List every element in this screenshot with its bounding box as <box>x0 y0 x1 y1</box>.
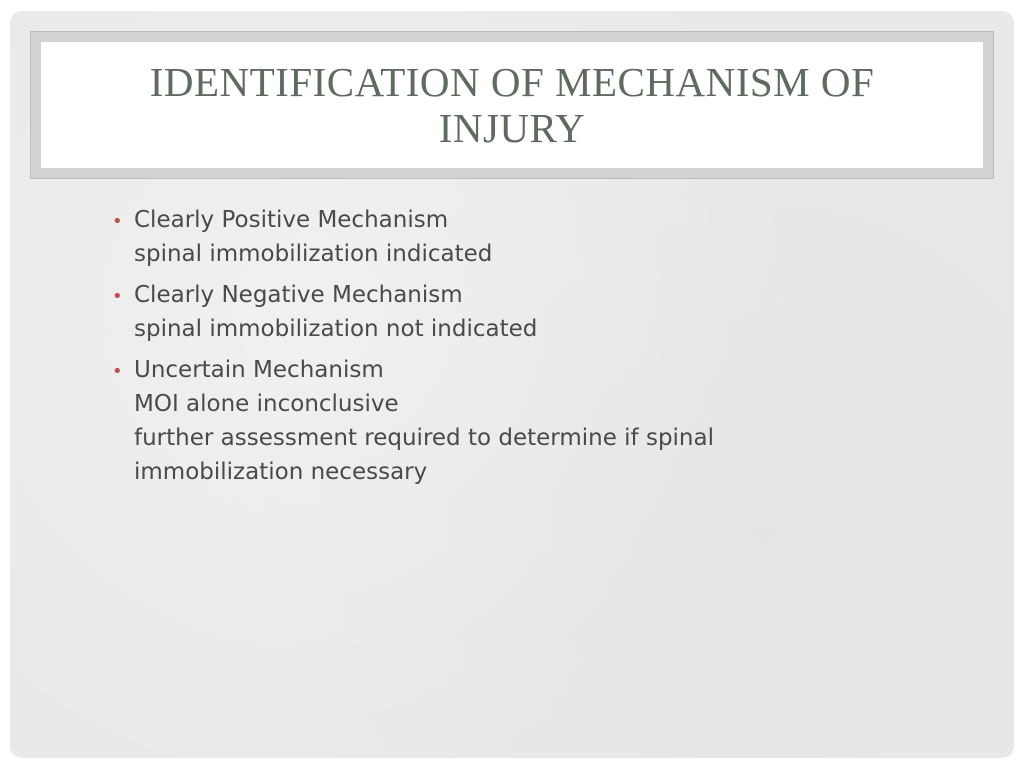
bullet-subline: further assessment required to determine if spinal <box>134 425 714 451</box>
bullet-dot-icon: • <box>112 361 123 382</box>
bullet-subline: MOI alone inconclusive <box>134 391 399 417</box>
bullet-heading: Clearly Positive Mechanism <box>134 207 449 233</box>
bullet-heading: Clearly Negative Mechanism <box>134 282 463 308</box>
bullet-item-uncertain <box>106 353 826 489</box>
bullet-item-negative <box>106 278 826 346</box>
bullet-subline: spinal immobilization not indicated <box>134 316 538 342</box>
bullet-item-positive <box>106 203 826 271</box>
bullet-heading: Uncertain Mechanism <box>134 357 384 383</box>
slide <box>10 11 1014 758</box>
bullet-subline: spinal immobilization indicated <box>134 241 493 267</box>
title-box <box>41 42 983 168</box>
title-frame <box>30 31 994 179</box>
bullet-dot-icon: • <box>112 286 123 307</box>
bullet-dot-icon: • <box>112 211 123 232</box>
bullet-list <box>106 203 826 496</box>
slide-title: IDENTIFICATION OF MECHANISM OF INJURY <box>149 59 875 151</box>
bullet-subline: immobilization necessary <box>134 459 428 485</box>
